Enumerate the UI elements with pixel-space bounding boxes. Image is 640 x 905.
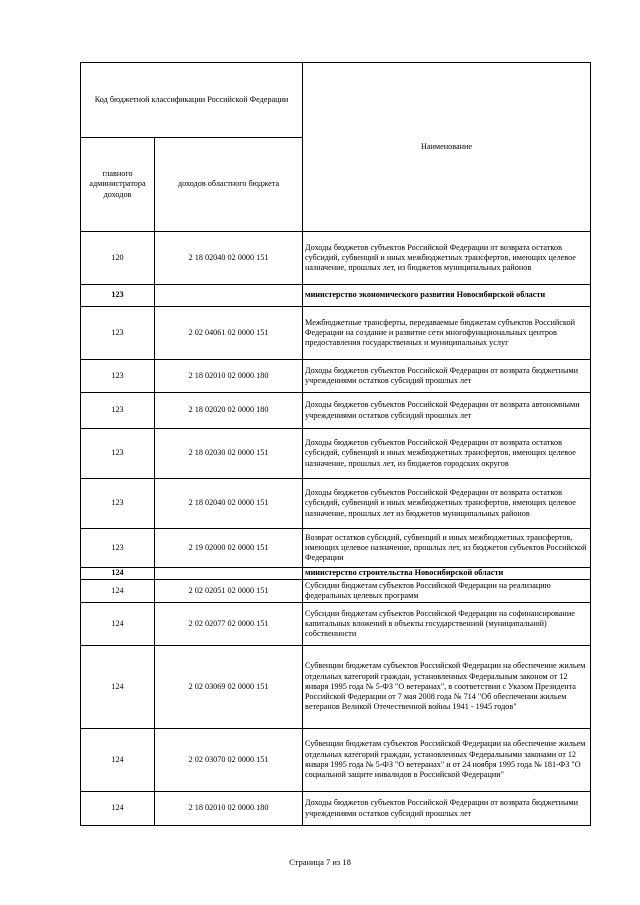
page-footer: Страница 7 из 18	[289, 857, 351, 867]
name-cell: Доходы бюджетов субъектов Российской Федерации от возврата остатков субсидий, субвенций и иных межбюджетных трансфертов, имеющих целевое назначение, прошлых лет, из бюджетов городских округов	[303, 429, 591, 479]
admin-code-cell: 123	[81, 360, 155, 393]
table-row	[81, 580, 591, 603]
table-row	[81, 603, 591, 646]
table-row	[81, 232, 591, 285]
name-cell: Доходы бюджетов субъектов Российской Федерации от возврата бюджетными учреждениями остатков субсидий прошлых лет	[303, 360, 591, 393]
revenue-code-cell	[155, 285, 303, 307]
table-row	[81, 529, 591, 568]
revenue-code-cell	[155, 568, 303, 580]
name-cell: Доходы бюджетов субъектов Российской Федерации от возврата остатков субсидий, субвенций и иных межбюджетных трансфертов, имеющих целевое назначение, прошлых лет, из бюджетов муниципальных районов	[303, 232, 591, 285]
admin-code-cell: 124	[81, 580, 155, 603]
name-cell: Межбюджетные трансферты, передаваемые бюджетам субъектов Российской Федерации на создание и развитие сети многофункциональных центров предоставления государственных и муниципальных услуг	[303, 307, 591, 360]
revenue-code-cell: 2 02 03070 02 0000 151	[155, 729, 303, 792]
table-row	[81, 285, 591, 307]
revenue-code-cell: 2 02 02051 02 0000 151	[155, 580, 303, 603]
revenue-code-cell: 2 18 02010 02 0000 180	[155, 792, 303, 826]
header-admin: главного администратора доходов	[81, 138, 155, 232]
admin-code-cell: 123	[81, 285, 155, 307]
admin-code-cell: 123	[81, 307, 155, 360]
table-row	[81, 646, 591, 729]
name-cell: министерство экономического развития Новосибирской области	[303, 285, 591, 307]
admin-code-cell: 124	[81, 603, 155, 646]
admin-code-cell: 124	[81, 729, 155, 792]
admin-code-cell: 123	[81, 429, 155, 479]
table-row	[81, 568, 591, 580]
table-body	[81, 63, 591, 826]
header-name: Наименование	[303, 63, 591, 232]
revenue-code-cell: 2 18 02040 02 0000 151	[155, 479, 303, 529]
revenue-code-cell: 2 18 02010 02 0000 180	[155, 360, 303, 393]
name-cell: Доходы бюджетов субъектов Российской Федерации от возврата остатков субсидий, субвенций и иных межбюджетных трансфертов, имеющих целевое назначение, прошлых лет из бюджетов муниципальных районов	[303, 479, 591, 529]
budget-classification-table	[80, 62, 591, 826]
revenue-code-cell: 2 02 04061 02 0000 151	[155, 307, 303, 360]
revenue-code-cell: 2 18 02040 02 0000 151	[155, 232, 303, 285]
revenue-code-cell: 2 19 02000 02 0000 151	[155, 529, 303, 568]
admin-code-cell: 120	[81, 232, 155, 285]
table-row	[81, 729, 591, 792]
table-row	[81, 792, 591, 826]
header-row-top	[81, 63, 591, 138]
revenue-code-cell: 2 18 02030 02 0000 151	[155, 429, 303, 479]
name-cell: Субсидии бюджетам субъектов Российской Федерации на софинансирование капитальных вложений в объекты государственной (муниципальной) собственности	[303, 603, 591, 646]
table-row	[81, 360, 591, 393]
name-cell: Субвенции бюджетам субъектов Российской Федерации на обеспечение жильем отдельных категорий граждан, установленных Федеральными законами от 12 января 1995 года № 5-ФЗ "О ветеранах" и от 24 ноября 1995 года № 181-ФЗ "О социальной защите инвалидов в Российской Федерации"	[303, 729, 591, 792]
table-row	[81, 393, 591, 429]
name-cell: Доходы бюджетов субъектов Российской Федерации от возврата бюджетными учреждениями остатков субсидий прошлых лет	[303, 792, 591, 826]
admin-code-cell: 123	[81, 393, 155, 429]
admin-code-cell: 123	[81, 479, 155, 529]
name-cell: Возврат остатков субсидий, субвенций и иных межбюджетных трансфертов, имеющих целевое назначение, прошлых лет, из бюджетов субъектов Российской Федерации	[303, 529, 591, 568]
header-code: доходов областного бюджета	[155, 138, 303, 232]
name-cell: Доходы бюджетов субъектов Российской Федерации от возврата автономными учреждениями остатков субсидий прошлых лет	[303, 393, 591, 429]
name-cell: Субсидии бюджетам субъектов Российской Федерации на реализацию федеральных целевых программ	[303, 580, 591, 603]
admin-code-cell: 124	[81, 646, 155, 729]
name-cell: министерство строительства Новосибирской области	[303, 568, 591, 580]
revenue-code-cell: 2 02 03069 02 0000 151	[155, 646, 303, 729]
admin-code-cell: 124	[81, 792, 155, 826]
revenue-code-cell: 2 18 02020 02 0000 180	[155, 393, 303, 429]
table-row	[81, 479, 591, 529]
name-cell: Субвенции бюджетам субъектов Российской Федерации на обеспечение жильем отдельных категорий граждан, установленных Федеральным законом от 12 января 1995 года № 5-ФЗ "О ветеранах", в соответствии с Указом Президента Российской Федерации от 7 мая 2008 года № 714 "Об обеспечении жильем ветеранов Великой Отечественной войны 1941 - 1945 годов"	[303, 646, 591, 729]
header-group-title: Код бюджетной классификации Российской Федерации	[81, 63, 303, 138]
table-row	[81, 307, 591, 360]
table-row	[81, 429, 591, 479]
admin-code-cell: 123	[81, 529, 155, 568]
revenue-code-cell: 2 02 02077 02 0000 151	[155, 603, 303, 646]
admin-code-cell: 124	[81, 568, 155, 580]
